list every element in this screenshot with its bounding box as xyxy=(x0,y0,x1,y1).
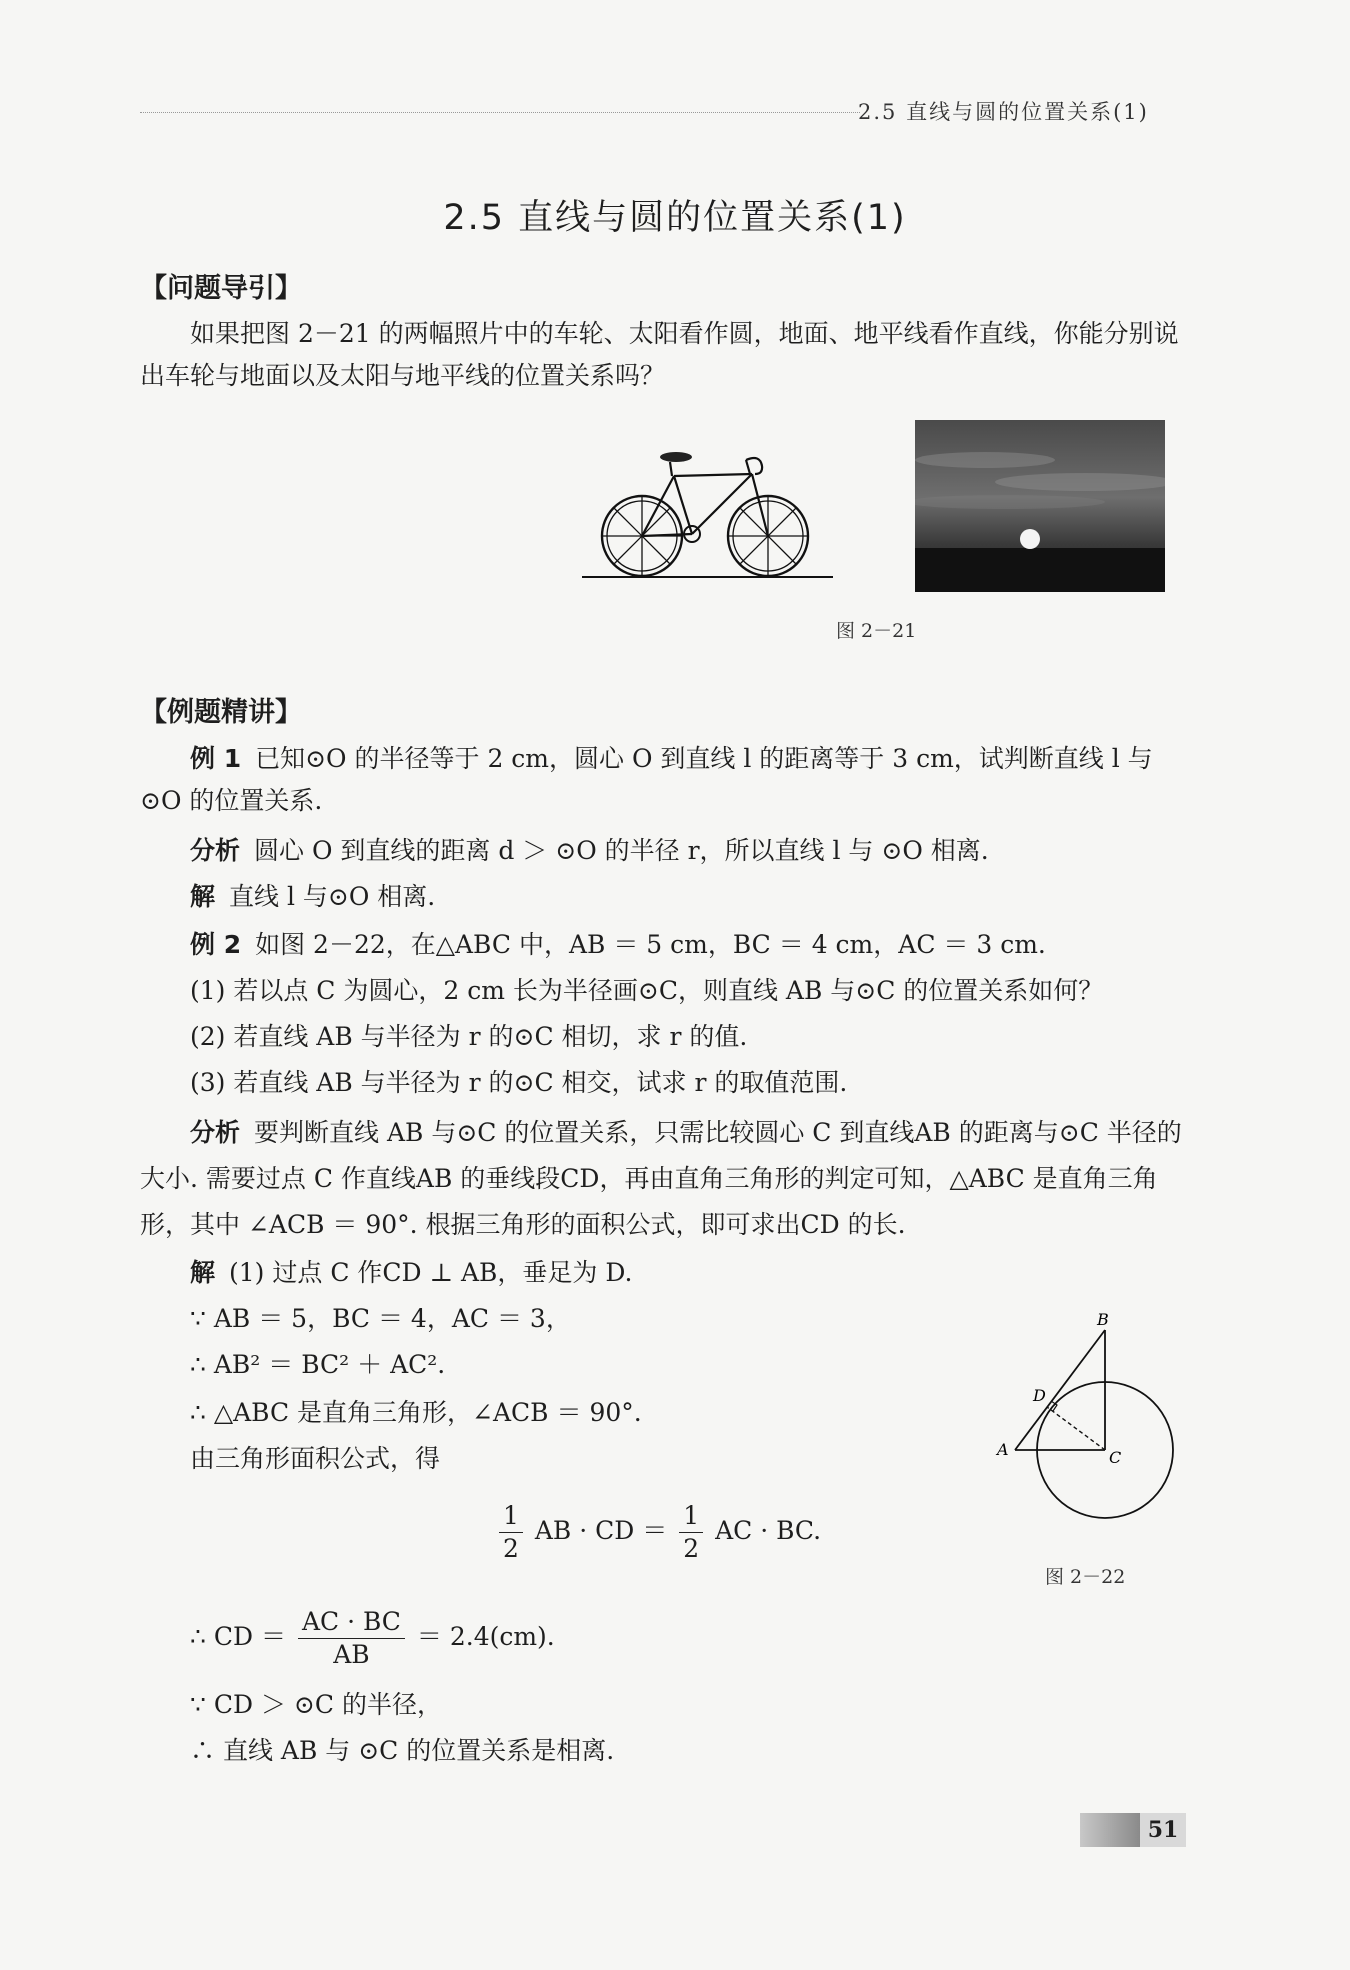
solution-line-3: ∴ AB² ＝ BC² ＋ AC². xyxy=(190,1350,446,1379)
section-heading-examples: 【例题精讲】 xyxy=(140,697,302,728)
question-3: (3) 若直线 AB 与半径为 r 的⊙C 相交，试求 r 的取值范围. xyxy=(190,1068,848,1097)
page-number: 51 xyxy=(1140,1813,1186,1847)
example-1 xyxy=(140,738,1190,822)
running-header: 2.5 直线与圆的位置关系(1) xyxy=(858,100,1149,124)
point-label-b: B xyxy=(1097,1310,1109,1329)
solution-line-1 xyxy=(140,1252,1190,1294)
solution-text: 直线 l 与⊙O 相离. xyxy=(229,882,436,911)
example-1-analysis xyxy=(140,830,1190,872)
point-label-d: D xyxy=(1033,1386,1046,1405)
question-2: (2) 若直线 AB 与半径为 r 的⊙C 相切，求 r 的值. xyxy=(190,1022,748,1051)
formula-left: AB · CD ＝ xyxy=(534,1516,668,1545)
cd-result: ＝ 2.4(cm). xyxy=(416,1622,555,1651)
cd-prefix: ∴ CD ＝ xyxy=(190,1622,286,1651)
cd-formula xyxy=(190,1606,555,1671)
example-1-solution xyxy=(140,876,1190,918)
question-1: (1) 若以点 C 为圆心，2 cm 长为半径画⊙C，则直线 AB 与⊙C 的位置关系如何？ xyxy=(190,976,1104,1005)
analysis-text: 要判断直线 AB 与⊙C 的位置关系，只需比较圆心 C 到直线AB 的距离与⊙C 半径的大小. 需要过点 C 作直线AB 的垂线段CD，再由直角三角形的判定可知，△ABC 是直角三角形，其中 ∠ACB ＝ 90°. 根据三角形的面积公式，即可求出CD 的长. xyxy=(140,1118,1182,1239)
example-1-text: 已知⊙O 的半径等于 2 cm，圆心 O 到直线 l 的距离等于 3 cm，试判断直线 l 与⊙O 的位置关系. xyxy=(140,744,1153,815)
solution-label: 解 xyxy=(190,882,216,911)
page-number-bar xyxy=(1080,1813,1140,1847)
analysis-label: 分析 xyxy=(190,836,241,865)
fraction-half: $\frac{1}{2}$ xyxy=(679,1500,703,1565)
example-2-label: 例 2 xyxy=(190,930,242,959)
example-1-label: 例 1 xyxy=(190,744,242,773)
solution-step: (1) 过点 C 作CD ⊥ AB，垂足为 D. xyxy=(229,1258,633,1287)
point-label-c: C xyxy=(1109,1448,1122,1467)
intro-paragraph: 如果把图 2－21 的两幅照片中的车轮、太阳看作圆，地面、地平线看作直线，你能分别说出车轮与地面以及太阳与地平线的位置关系吗？ xyxy=(140,319,1179,390)
example-2 xyxy=(140,924,1190,966)
bicycle-illustration xyxy=(580,440,835,585)
point-label-a: A xyxy=(997,1440,1009,1459)
solution-line-7: ∵ CD ＞ ⊙C 的半径， xyxy=(190,1690,442,1719)
section-heading-intro: 【问题导引】 xyxy=(140,273,302,304)
triangle-circle-figure xyxy=(985,1295,1185,1525)
solution-line-2: ∵ AB ＝ 5，BC ＝ 4，AC ＝ 3， xyxy=(190,1304,571,1333)
figure-caption-2-22: 图 2－22 xyxy=(1045,1566,1126,1588)
figure-caption-2-21: 图 2－21 xyxy=(836,620,917,642)
solution-line-8: ∴ 直线 AB 与 ⊙C 的位置关系是相离. xyxy=(190,1736,615,1765)
page-title: 2.5 直线与圆的位置关系(1) xyxy=(443,198,907,238)
header-rule xyxy=(140,112,860,113)
example-2-text: 如图 2－22，在△ABC 中，AB ＝ 5 cm，BC ＝ 4 cm，AC ＝ 3 cm. xyxy=(255,930,1046,959)
cd-fraction: $\frac{AC \cdot BC}{AB}$ xyxy=(298,1606,405,1671)
formula-right: AC · BC. xyxy=(715,1516,822,1545)
analysis-label: 分析 xyxy=(190,1118,241,1147)
area-formula xyxy=(495,1500,821,1565)
sunset-photo xyxy=(915,420,1165,592)
solution-line-4: ∴ △ABC 是直角三角形，∠ACB ＝ 90°. xyxy=(190,1398,642,1427)
fraction-half: $\frac{1}{2}$ xyxy=(499,1500,523,1565)
solution-line-5: 由三角形面积公式，得 xyxy=(190,1444,441,1473)
solution-label: 解 xyxy=(190,1258,216,1287)
example-2-analysis xyxy=(140,1110,1190,1248)
analysis-text: 圆心 O 到直线的距离 d ＞ ⊙O 的半径 r，所以直线 l 与 ⊙O 相离. xyxy=(254,836,989,865)
